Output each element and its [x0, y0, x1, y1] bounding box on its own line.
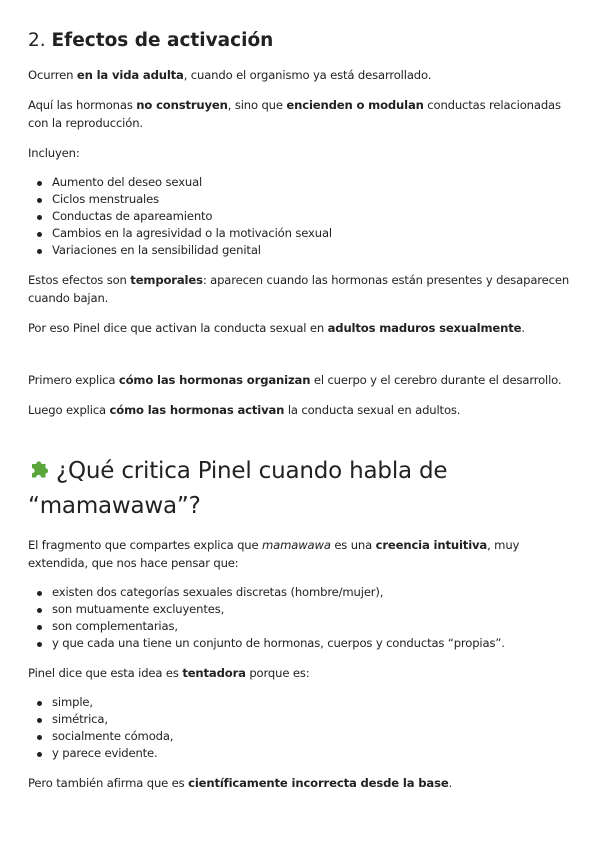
section-heading-mamawawa — [28, 455, 572, 522]
paragraph: Pinel dice que esta idea es tentadora porque es: — [28, 666, 310, 680]
section-number: 2. — [28, 30, 46, 51]
paragraph: Ocurren en la vida adulta, cuando el organismo ya está desarrollado. — [28, 68, 432, 82]
paragraph: Aquí las hormonas no construyen, sino que encienden o modulan conductas relacionadas con la reproducción. — [28, 98, 561, 130]
list-item: Aumento del deseo sexual — [28, 174, 572, 191]
bullet-list — [28, 694, 572, 762]
section-heading-activation — [28, 28, 572, 54]
list-item: Ciclos menstruales — [28, 191, 572, 208]
paragraph: Por eso Pinel dice que activan la conducta sexual en adultos maduros sexualmente. — [28, 321, 525, 335]
list-item: Conductas de apareamiento — [28, 208, 572, 225]
list-item: existen dos categorías sexuales discretas (hombre/mujer), — [28, 584, 572, 601]
bullet-list — [28, 174, 572, 259]
list-item: son mutuamente excluyentes, — [28, 601, 572, 618]
list-item: y parece evidente. — [28, 745, 572, 762]
bullet-list — [28, 584, 572, 652]
paragraph: Luego explica cómo las hormonas activan la conducta sexual en adultos. — [28, 403, 461, 417]
list-item: simétrica, — [28, 711, 572, 728]
list-item: y que cada una tiene un conjunto de hormonas, cuerpos y conductas “propias”. — [28, 635, 572, 652]
list-item: Cambios en la agresividad o la motivación sexual — [28, 225, 572, 242]
section-title: ¿Qué critica Pinel cuando habla de “mamawawa”? — [28, 458, 448, 519]
paragraph: Estos efectos son temporales: aparecen cuando las hormonas están presentes y desaparecen cuando bajan. — [28, 273, 570, 305]
list-item: Variaciones en la sensibilidad genital — [28, 242, 572, 259]
paragraph: Pero también afirma que es científicamente incorrecta desde la base. — [28, 776, 453, 790]
paragraph: Primero explica cómo las hormonas organizan el cuerpo y el cerebro durante el desarrollo. — [28, 373, 562, 387]
paragraph: Incluyen: — [28, 146, 80, 160]
puzzle-piece-icon — [28, 457, 52, 490]
list-item: socialmente cómoda, — [28, 728, 572, 745]
section-title: Efectos de activación — [51, 30, 274, 51]
list-item: son complementarias, — [28, 618, 572, 635]
paragraph: El fragmento que compartes explica que mamawawa es una creencia intuitiva, muy extendida, que nos hace pensar que: — [28, 538, 520, 570]
list-item: simple, — [28, 694, 572, 711]
